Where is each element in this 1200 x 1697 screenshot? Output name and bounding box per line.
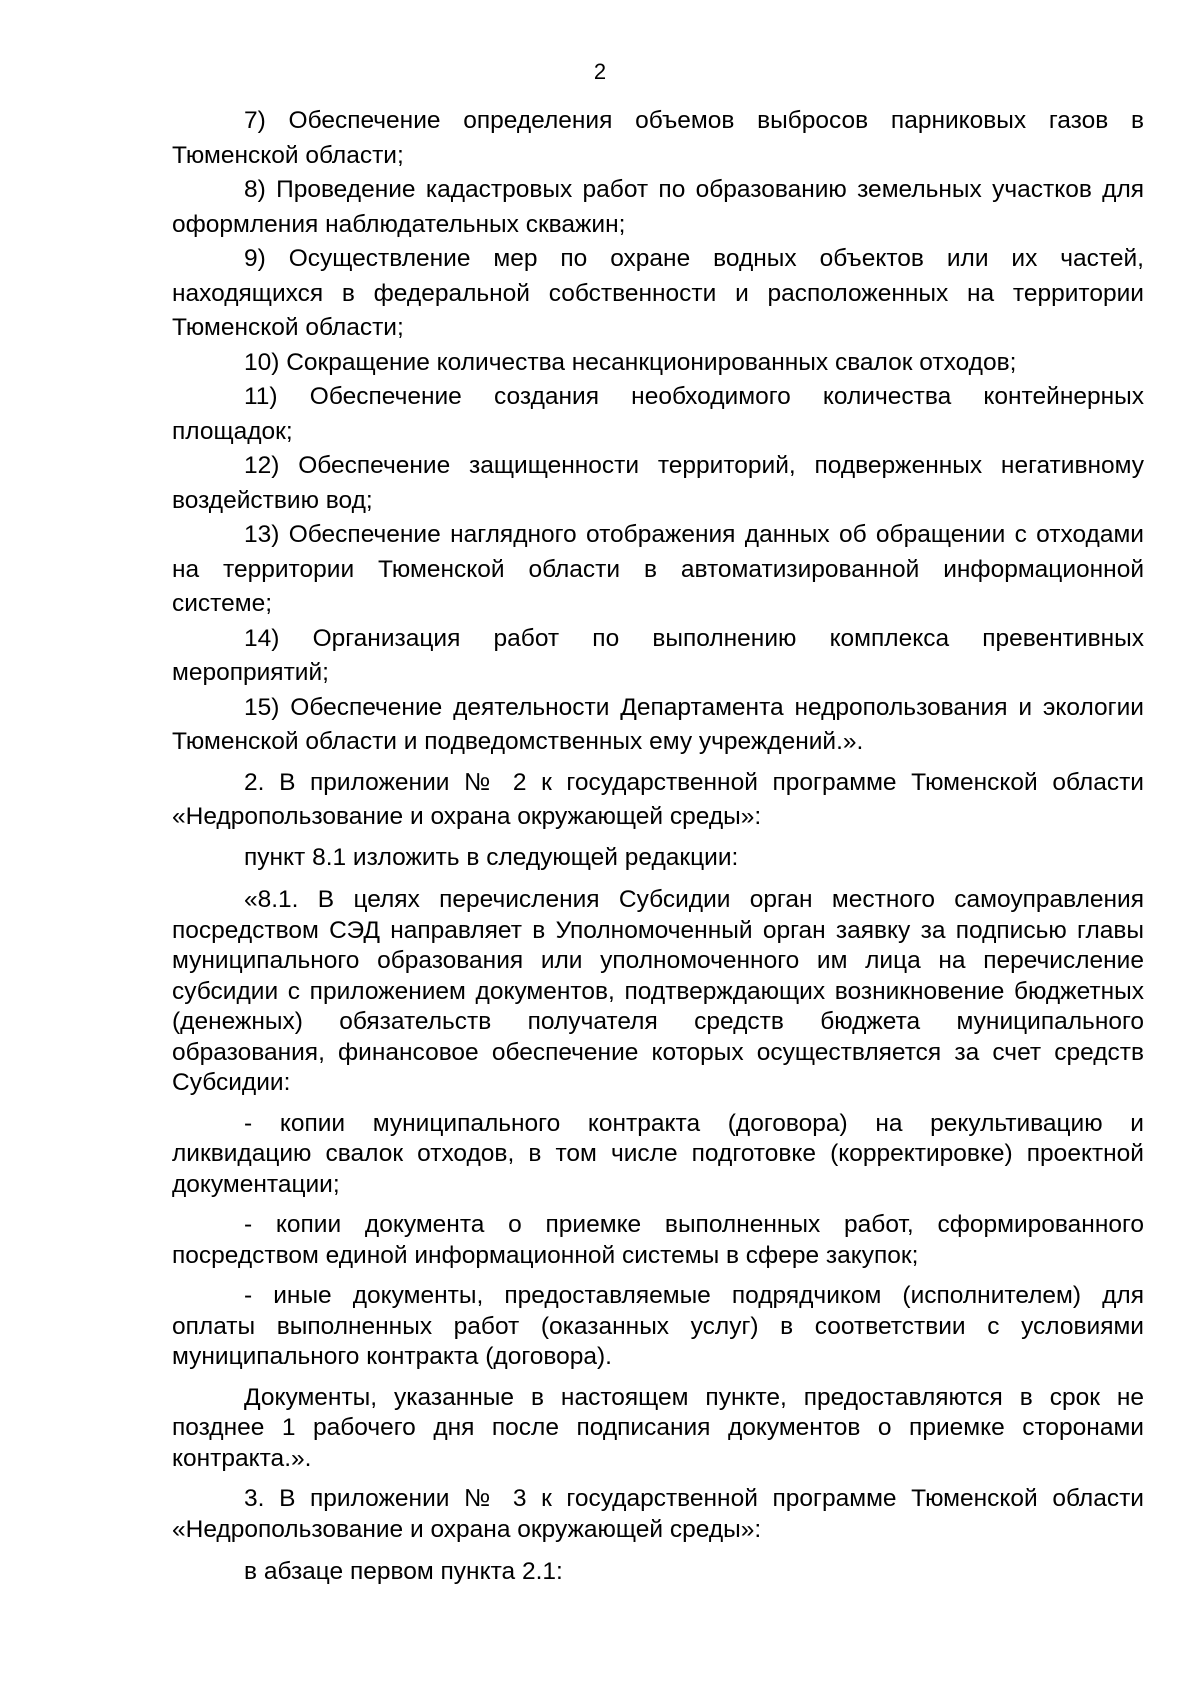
page-number: 2 — [593, 59, 607, 84]
paragraph-item-15: 15) Обеспечение деятельности Департамента недропользования и экологии Тюменской области и подведомственных ему учреждений.». — [172, 693, 1144, 755]
paragraph-bullet-other-docs: - иные документы, предоставляемые подрядчиком (исполнителем) для оплаты выполненных работ (оказанных услуг) в соответствии с условиями муниципального контракта (договора). — [172, 1282, 1144, 1370]
paragraph-point-8-1-intro: пункт 8.1 изложить в следующей редакции: — [244, 843, 739, 871]
paragraph-bullet-acceptance: - копии документа о приемке выполненных работ, сформированного посредством единой информационной системы в сфере закупок; — [172, 1211, 1144, 1269]
paragraph-documents-deadline: Документы, указанные в настоящем пункте, предоставляются в срок не позднее 1 рабочего дня после подписания документов о приемке сторонами контракта.». — [172, 1383, 1144, 1472]
paragraph-item-11: 11) Обеспечение создания необходимого количества контейнерных площадок; — [172, 383, 1144, 445]
document-body — [172, 104, 1144, 1590]
paragraph-item-14: 14) Организация работ по выполнению комплекса превентивных мероприятий; — [172, 624, 1144, 686]
paragraph-item-7: 7) Обеспечение определения объемов выбросов парниковых газов в Тюменской области; — [172, 107, 1144, 169]
paragraph-item-12: 12) Обеспечение защищенности территорий, подверженных негативному воздействию вод; — [172, 452, 1144, 514]
paragraph-item-13: 13) Обеспечение наглядного отображения данных об обращении с отходами на территории Тюменской области в автоматизированной информационной системе; — [172, 521, 1144, 617]
paragraph-item-10: 10) Сокращение количества несанкционированных свалок отходов; — [244, 348, 1017, 376]
paragraph-section-2: 2. В приложении № 2 к государственной программе Тюменской области «Недропользование и охрана окружающей среды»: — [172, 768, 1144, 830]
paragraph-point-2-1: в абзаце первом пункта 2.1: — [244, 1558, 563, 1585]
paragraph-item-8: 8) Проведение кадастровых работ по образованию земельных участков для оформления наблюдательных скважин; — [172, 176, 1144, 238]
paragraph-point-8-1: «8.1. В целях перечисления Субсидии орган местного самоуправления посредством СЭД направляет в Уполномоченный орган заявку за подписью главы муниципального образования или уполномоченного им лица на перечисление субсидии с приложением документов, подтверждающих возникновение бюджетных (денежных) обязательств получателя средств бюджета муниципального образования, финансовое обеспечение которых осуществляется за счет средств Субсидии: — [172, 886, 1144, 1096]
paragraph-item-9: 9) Осуществление мер по охране водных объектов или их частей, находящихся в федеральной собственности и расположенных на территории Тюменской области; — [172, 245, 1144, 341]
paragraph-section-3: 3. В приложении № 3 к государственной программе Тюменской области «Недропользование и охрана окружающей среды»: — [172, 1485, 1144, 1543]
paragraph-bullet-contract: - копии муниципального контракта (договора) на рекультивацию и ликвидацию свалок отходов, в том числе подготовке (корректировке) проектной документации; — [172, 1109, 1144, 1198]
